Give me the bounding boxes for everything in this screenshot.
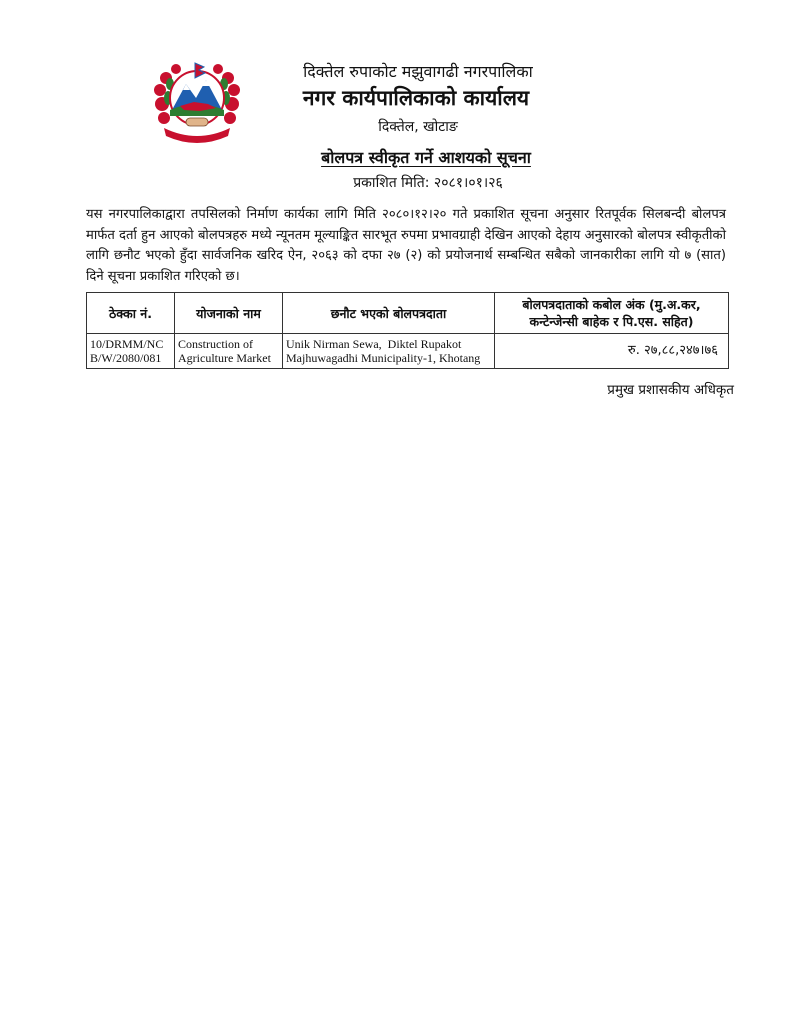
award-table xyxy=(86,292,729,369)
office-title: नगर कार्यपालिकाको कार्यालय xyxy=(302,86,530,110)
published-date: प्रकाशित मिति: २०८१।०१।२६ xyxy=(353,175,503,191)
notice-title xyxy=(26,146,800,168)
header-selected-bidder: छनौट भएको बोलपत्रदाता xyxy=(283,293,495,334)
table-row xyxy=(87,334,729,369)
header-contract-no: ठेक्का नं. xyxy=(87,293,175,334)
header-project-name: योजनाको नाम xyxy=(175,293,283,334)
table-header-row xyxy=(87,293,729,334)
selected-bidder-cell: Unik Nirman Sewa, Diktel Rupakot Majhuwagadhi Municipality-1, Khotang xyxy=(283,334,495,369)
project-name-cell: Construction of Agriculture Market xyxy=(175,334,283,369)
notice-body: यस नगरपालिकाद्वारा तपसिलको निर्माण कार्यका लागि मिति २०८०।१२।२० गते प्रकाशित सूचना अनुसार रितपूर्वक सिलबन्दी बोलपत्र मार्फत दर्ता हुन आएको बोलपत्रहरु मध्ये न्यूनतम मूल्याङ्कित सारभूत रुपमा प्रभावग्राही देखिन आएको देहाय अनुसारको बोलपत्र स्वीकृतीको लागि छनौट भएको हुँदा सार्वजनिक खरिद ऐन, २०६३ को दफा २७ (२) को प्रयोजनार्थ सम्बन्धित सबैको जानकारीका लागि यो ७ (सात) दिने सूचना प्रकाशित गरिएको छ। xyxy=(86,207,726,284)
contract-no-cell: 10/DRMM/NCB/W/2080/081 xyxy=(87,334,175,369)
notice-title-text: बोलपत्र स्वीकृत गर्ने आशयको सूचना xyxy=(321,148,531,167)
office-location: दिक्तेल, खोटाङ xyxy=(378,119,458,135)
bid-amount-cell: रु. २७,८८,२४७।७६ xyxy=(495,334,729,369)
header-bid-amount: बोलपत्रदाताको कबोल अंक (मु.अ.कर, कन्टेन्जेन्सी बाहेक र पि.एस. सहित) xyxy=(495,293,729,334)
signature-title: प्रमुख प्रशासकीय अधिकृत xyxy=(607,382,734,398)
municipality-name: दिक्तेल रुपाकोट मझुवागढी नगरपालिका xyxy=(303,62,533,81)
